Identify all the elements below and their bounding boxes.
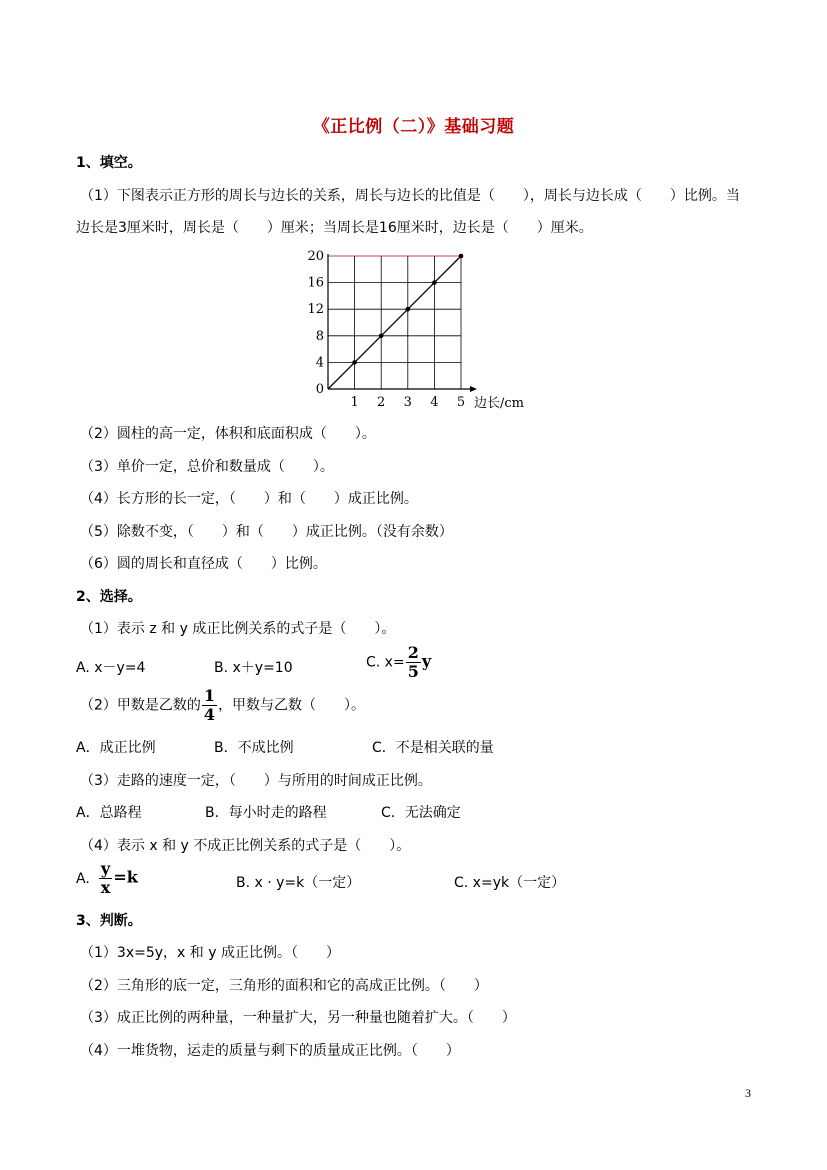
fill-q2: （2）圆柱的高一定，体积和底面积成（ ）。 (80, 426, 376, 442)
choice-q3-option-b: B．每小时走的路程 (205, 805, 327, 821)
judge-q1: （1）3x=5y，x 和 y 成正比例。（ ） (80, 945, 340, 961)
choice-q4-option-a: A. $\frac{y}{x}$ =k (76, 859, 138, 897)
x-tick-label: 2 (377, 395, 386, 410)
x-tick-label: 3 (403, 395, 412, 410)
perimeter-side-chart (300, 244, 524, 414)
y-tick-label: 12 (307, 302, 324, 318)
choice-q4-option-c: C. x=yk（一定） (454, 875, 566, 891)
x-tick-labels (350, 395, 465, 410)
choice-q3-option-c: C．无法确定 (381, 805, 461, 821)
choice-q1-option-c: C. x= $\frac{2}{5}$ y (366, 643, 432, 681)
judge-q4: （4）一堆货物，运走的质量与剩下的质量成正比例。（ ） (80, 1043, 460, 1059)
series-line (328, 256, 461, 389)
choice-q3: （3）走路的速度一定，（ ）与所用的时间成正比例。 (80, 773, 432, 789)
section-2-heading: 2、选择。 (76, 589, 142, 605)
fraction-one-quarter: $\frac{1}{4}$ (203, 686, 216, 724)
x-axis-arrow (470, 386, 477, 392)
x-axis-label: 边长/cm (474, 396, 524, 411)
fraction-two-fifths: $\frac{2}{5}$ (407, 643, 419, 681)
choice-q1-option-a: A. x－y=4 (76, 660, 146, 676)
data-point (459, 254, 464, 259)
y-tick-label: 4 (315, 355, 324, 371)
fill-q6: （6）圆的周长和直径成（ ）比例。 (80, 556, 327, 572)
x-tick-label: 5 (456, 395, 466, 410)
data-point (379, 334, 384, 339)
section-1-heading: 1、填空。 (76, 155, 142, 171)
choice-q4: （4）表示 x 和 y 不成正比例关系的式子是（ ）。 (80, 838, 411, 854)
choice-q4-option-b: B. x · y=k（一定） (236, 875, 361, 891)
choice-q2: （2）甲数是乙数的 $\frac{1}{4}$ ，甲数与乙数（ ）。 (80, 686, 366, 724)
y-tick-label: 16 (307, 275, 324, 291)
fill-q4: （4）长方形的长一定，（ ）和（ ）成正比例。 (80, 491, 418, 507)
judge-q3: （3）成正比例的两种量，一种量扩大，另一种量也随着扩大。（ ） (80, 1010, 516, 1026)
y-tick-label: 0 (315, 382, 324, 397)
page-title: 《正比例（二）》基础习题 (312, 117, 515, 137)
y-tick-label: 20 (307, 249, 324, 264)
x-tick-label: 1 (350, 395, 359, 410)
choice-q3-option-a: A．总路程 (76, 805, 142, 821)
x-tick-label: 4 (430, 395, 439, 410)
chart-axes (328, 254, 477, 392)
fill-q1-line1: （1）下图表示正方形的周长与边长的关系，周长与边长的比值是（ ），周长与边长成（ ）比例。当 (80, 188, 740, 204)
data-point (406, 307, 411, 312)
choice-q1-option-b: B. x＋y=10 (214, 660, 293, 676)
fill-q5: （5）除数不变，（ ）和（ ）成正比例。（没有余数） (80, 524, 453, 540)
y-tick-label: 8 (315, 328, 324, 344)
choice-q1: （1）表示 z 和 y 成正比例关系的式子是（ ）。 (80, 621, 396, 637)
page-number: 3 (745, 1086, 751, 1100)
fill-q3: （3）单价一定，总价和数量成（ ）。 (80, 459, 334, 475)
choice-q2-option-b: B．不成比例 (214, 740, 294, 756)
choice-q2-option-a: A．成正比例 (76, 740, 156, 756)
judge-q2: （2）三角形的底一定，三角形的面积和它的高成正比例。（ ） (80, 978, 488, 994)
section-3-heading: 3、判断。 (76, 913, 142, 929)
data-point (432, 280, 437, 285)
fraction-y-over-x: $\frac{y}{x}$ (100, 859, 111, 897)
data-point (352, 360, 357, 365)
fill-q1-line2: 边长是3厘米时，周长是（ ）厘米；当周长是16厘米时，边长是（ ）厘米。 (76, 220, 593, 236)
y-tick-labels (307, 249, 324, 397)
choice-q2-option-c: C．不是相关联的量 (372, 740, 494, 756)
